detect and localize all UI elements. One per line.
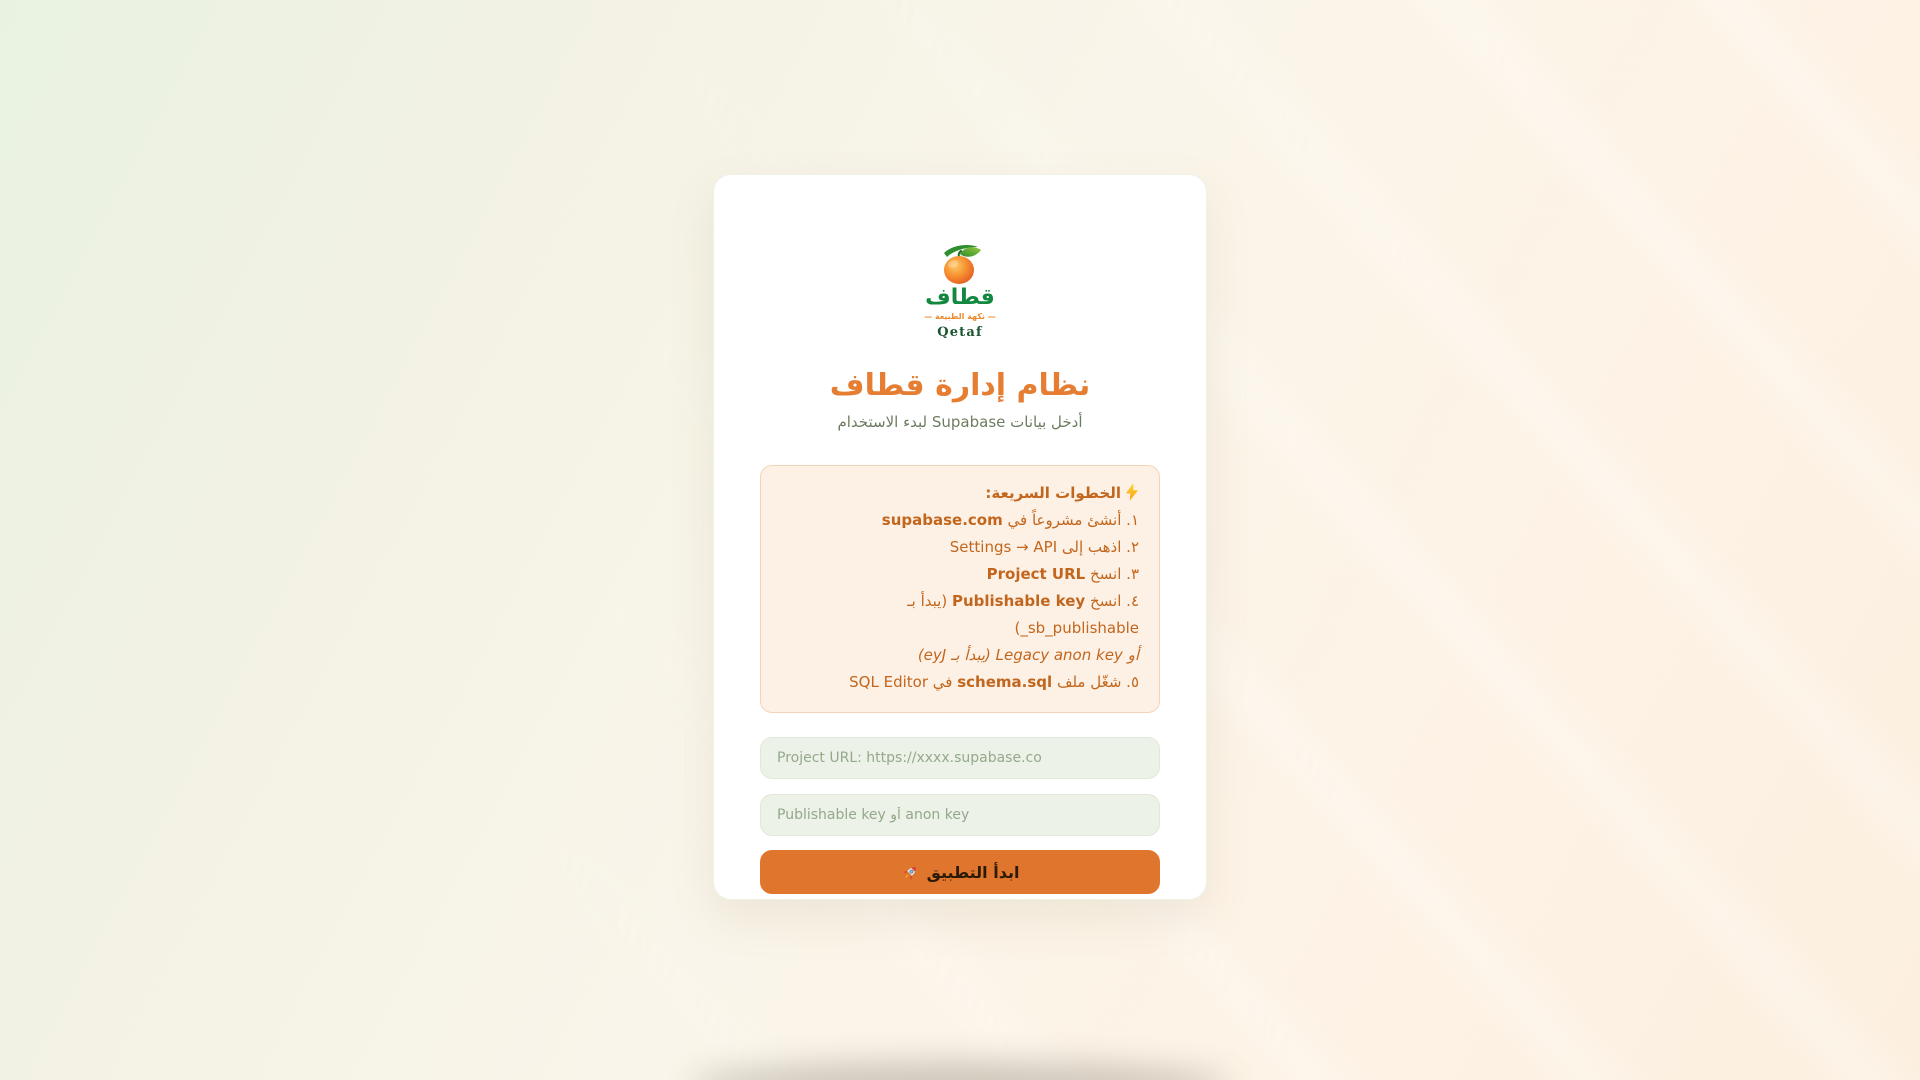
start-app-button[interactable]	[760, 850, 1160, 894]
bottom-edge-shadow	[690, 1062, 1230, 1080]
quick-steps-panel	[760, 465, 1160, 713]
setup-card	[713, 174, 1207, 900]
page-subtitle: أدخل بيانات Supabase لبدء الاستخدام	[837, 413, 1083, 431]
page-title: نظام إدارة قطاف	[829, 368, 1091, 403]
step-2	[781, 534, 1139, 561]
api-key-input[interactable]	[760, 794, 1160, 836]
logo-tagline: — نكهة الطبيعة —	[924, 312, 996, 321]
logo-brand-arabic: قطاف	[925, 285, 995, 310]
step-3	[781, 561, 1139, 588]
project-url-input[interactable]	[760, 737, 1160, 779]
step-text: ١. أنشئ مشروعاً في	[1002, 511, 1139, 529]
start-app-button-label: ابدأ التطبيق	[926, 862, 1020, 882]
step-text: في SQL Editor	[849, 673, 958, 691]
apricot-fruit-icon	[936, 243, 984, 285]
step-1	[781, 507, 1139, 534]
steps-heading-text: الخطوات السريعة:	[985, 484, 1121, 502]
step-text: (يبدأ بـ sb_publishable_)	[907, 592, 1139, 637]
step-text: Settings → API	[949, 538, 1058, 556]
steps-heading	[781, 480, 1139, 507]
step-text: ٢. اذهب إلى	[1057, 538, 1139, 556]
step-text: ٤. انسخ	[1085, 592, 1139, 610]
step-text: ٥. شغّل ملف	[1052, 673, 1139, 691]
step-4	[781, 588, 1139, 642]
logo-brand-latin: Qetaf	[937, 325, 983, 340]
qetaf-logo	[760, 175, 1160, 340]
step-text: أو Legacy anon key (يبدأ بـ eyJ)	[917, 646, 1139, 664]
step-text: ٣. انسخ	[1085, 565, 1139, 583]
step-strong: schema.sql	[957, 673, 1053, 691]
step-strong: supabase.com	[881, 511, 1003, 529]
rocket-icon	[901, 863, 920, 882]
step-strong: Project URL	[986, 565, 1086, 583]
lightning-icon	[1125, 483, 1139, 501]
step-5	[781, 669, 1139, 696]
step-legacy-key-note	[781, 642, 1139, 669]
step-strong: Publishable key	[951, 592, 1086, 610]
